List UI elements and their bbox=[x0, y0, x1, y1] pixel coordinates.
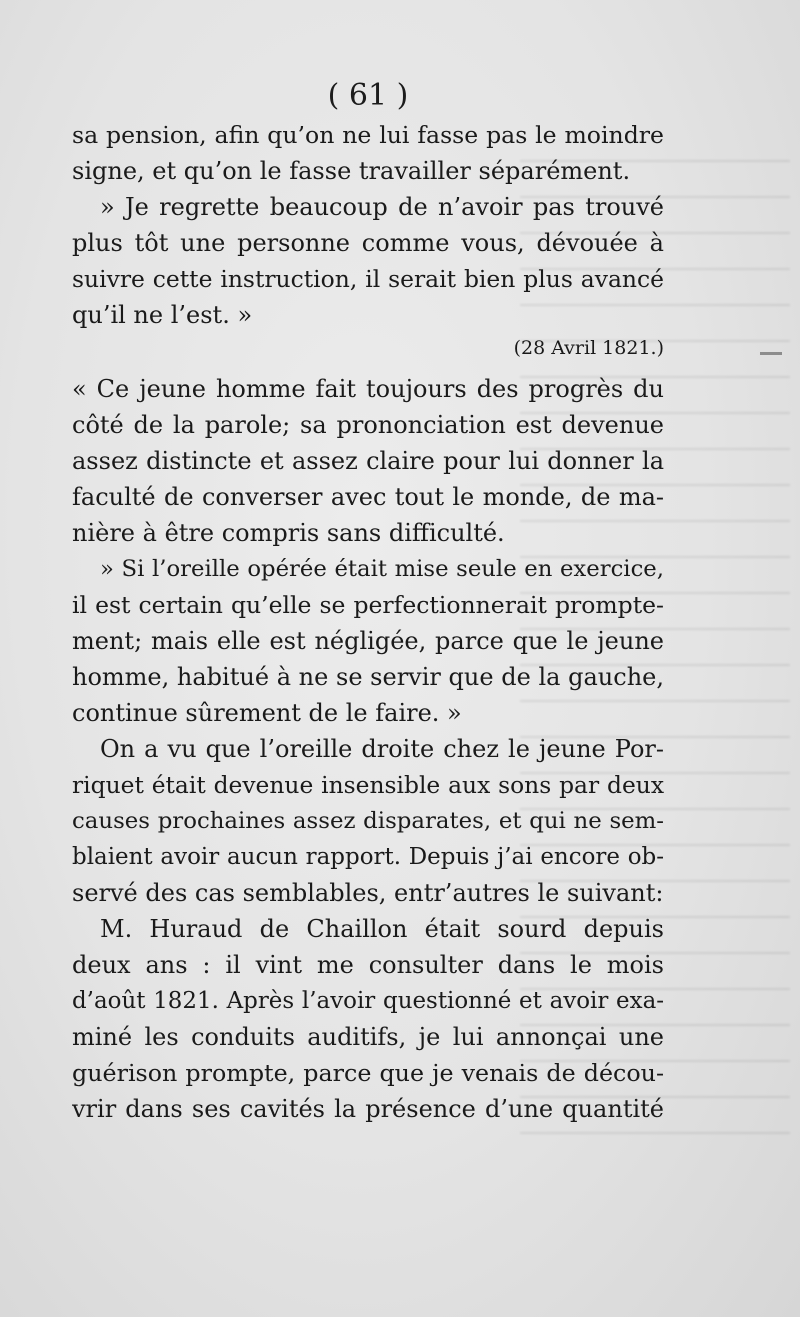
date-line: (28 Avril 1821.) bbox=[513, 337, 664, 359]
text-line: côté de la parole; sa prononciation est devenue bbox=[72, 411, 664, 439]
body-text bbox=[72, 117, 664, 1127]
text-line: blaient avoir aucun rapport. Depuis j’ai encore ob- bbox=[72, 844, 664, 870]
text-line: vrir dans ses cavités la présence d’une quantité bbox=[72, 1095, 664, 1123]
text-line: ment; mais elle est négligée, parce que le jeune bbox=[72, 627, 664, 655]
text-line: qu’il ne l’est. » bbox=[72, 301, 253, 329]
text-line: riquet était devenue insensible aux sons par deux bbox=[72, 771, 664, 799]
text-line: miné les conduits auditifs, je lui annonçai une bbox=[72, 1023, 664, 1051]
text-line: d’août 1821. Après l’avoir questionné et avoir exa- bbox=[72, 988, 664, 1014]
text-line: continue sûrement de le faire. » bbox=[72, 699, 462, 727]
text-line: signe, et qu’on le fasse travailler séparément. bbox=[72, 157, 631, 185]
text-line: » Si l’oreille opérée était mise seule en exercice, bbox=[100, 556, 664, 582]
text-line: On a vu que l’oreille droite chez le jeune Por- bbox=[100, 735, 664, 763]
text-line: guérison prompte, parce que je venais de décou- bbox=[72, 1059, 664, 1087]
text-line: nière à être compris sans difficulté. bbox=[72, 519, 505, 547]
text-line: homme, habitué à ne se servir que de la gauche, bbox=[72, 663, 664, 691]
text-line: faculté de converser avec tout le monde, de ma- bbox=[72, 483, 664, 511]
margin-mark bbox=[760, 352, 782, 355]
text-line: deux ans : il vint me consulter dans le mois bbox=[72, 951, 664, 979]
text-line: » Je regrette beaucoup de n’avoir pas trouvé bbox=[100, 193, 664, 221]
text-line: plus tôt une personne comme vous, dévouée à bbox=[72, 229, 664, 257]
text-line: assez distincte et assez claire pour lui donner la bbox=[72, 447, 664, 475]
page-number: ( 61 ) bbox=[327, 78, 409, 113]
text-line: suivre cette instruction, il serait bien plus avancé bbox=[72, 265, 664, 293]
text-line: servé des cas semblables, entr’autres le suivant: bbox=[72, 879, 664, 907]
text-line: il est certain qu’elle se perfectionnerait prompte- bbox=[72, 591, 664, 619]
text-line: sa pension, afin qu’on ne lui fasse pas le moindre bbox=[72, 121, 664, 149]
text-line: M. Huraud de Chaillon était sourd depuis bbox=[100, 915, 664, 943]
text-line: causes prochaines assez disparates, et qui ne sem- bbox=[72, 808, 664, 834]
text-line: « Ce jeune homme fait toujours des progrès du bbox=[72, 375, 664, 403]
